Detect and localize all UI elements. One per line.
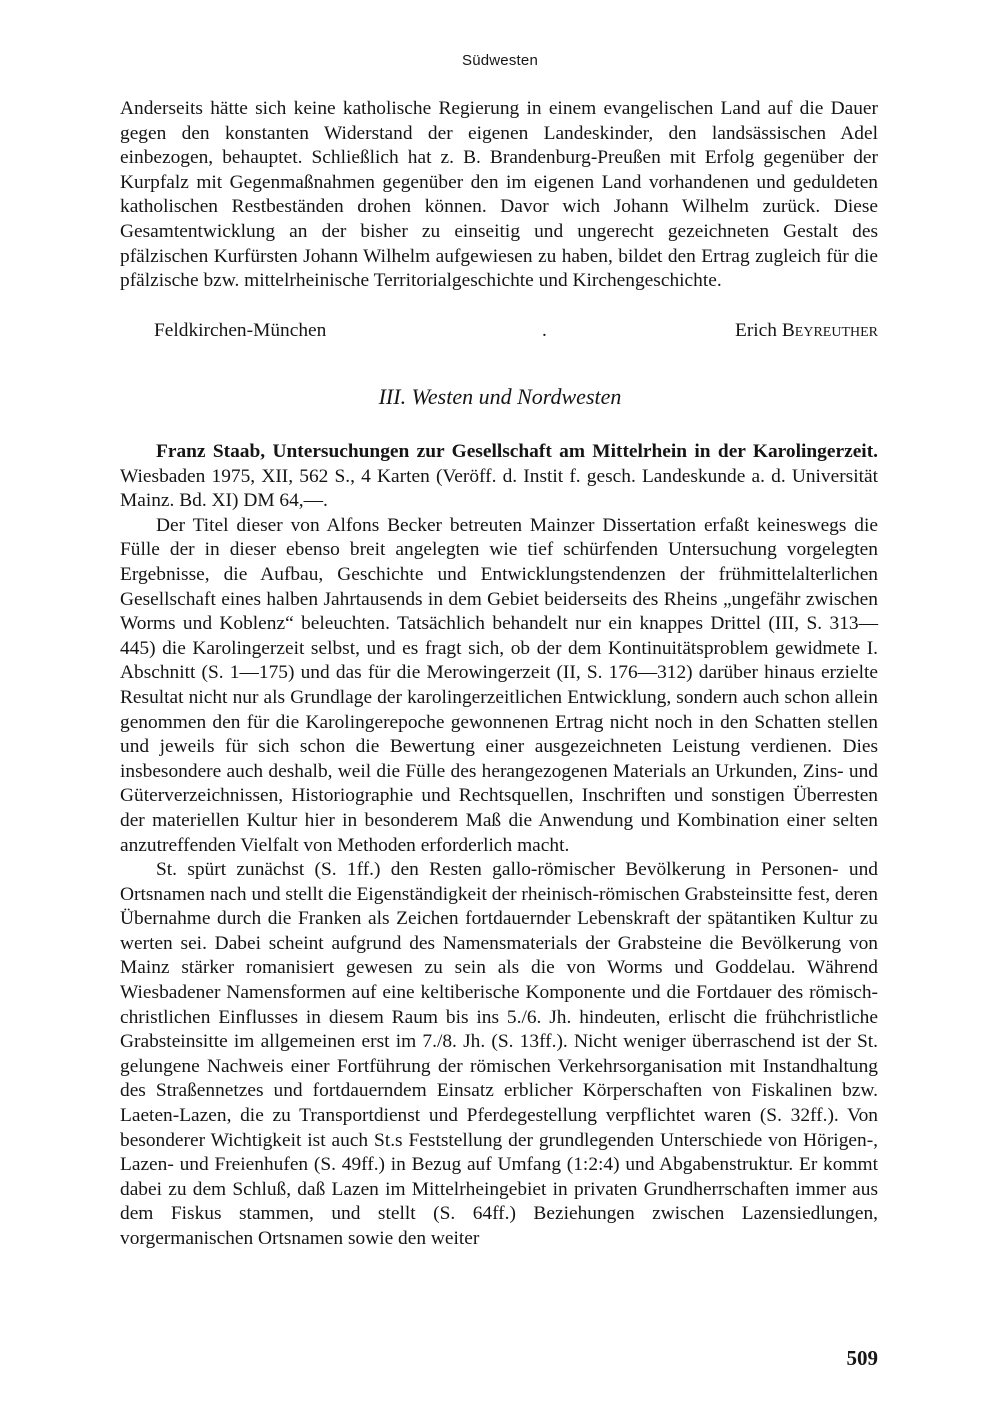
review-body	[120, 440, 878, 1252]
review-paragraph-2: St. spürt zunächst (S. 1ff.) den Resten gallo-römischer Bevölkerung in Personen- und Ortsnamen nach und stellt die Eigenständigkeit der rheinisch-römischen Grabsteinsitte fest, deren Übernahme durch die Franken als Zeichen fortdauernder Lebenskraft der spätantiken Kultur zu werten sei. Dabei scheint aufgrund des Namensmaterials der Grabsteine die Bevölkerung von Mainz stärker romanisiert gewesen zu sein als die von Worms und Goddelau. Während Wiesbadener Namensformen auf eine keltiberische Komponente und die Fortdauer des römisch-christlichen Einflusses in diesem Raum bis ins 5./6. Jh. hindeuten, erlischt die frühchristliche Grabsteinsitte im allgemeinen erst im 7./8. Jh. (S. 13ff.). Nicht weniger überraschend ist der St. gelungene Nachweis einer Fortführung der römischen Verkehrsorganisation mit Instandhaltung des Straßennetzes und fortdauerndem Einsatz erblicher Körperschaften von Fiskalinen bzw. Laeten-Lazen, die zu Transportdienst und Pferdegestellung verpflichtet waren (S. 32ff.). Von besonderer Wichtigkeit ist auch St.s Feststellung der grundlegenden Unterschiede von Hörigen-, Lazen- und Freienhufen (S. 49ff.) in Bezug auf Umfang (1:2:4) und Abgabenstruktur. Er kommt dabei zu dem Schluß, daß Lazen im Mittelrheingebiet in privaten Grundherrschaften immer aus dem Fiskus stammen, und stellt (S. 64ff.) Beziehungen zwischen Lazensiedlungen, vorgermanischen Ortsnamen sowie den weiter	[120, 859, 878, 1249]
author-last-name: Beyreuther	[781, 320, 878, 341]
review-signature	[120, 320, 878, 346]
previous-review-ending	[120, 97, 878, 294]
book-details: Wiesbaden 1975, XII, 562 S., 4 Karten (Veröff. d. Instit f. gesch. Landeskunde a. d. Universität Mainz. Bd. XI) DM 64,—.	[120, 465, 878, 512]
review-paragraph-1: Der Titel dieser von Alfons Becker betreuten Mainzer Dissertation erfaßt keineswegs die Fülle der in dieser ebenso breit angelegten wie tief schürfenden Untersuchung vorgelegten Ergebnisse, die Aufbau, Geschichte und Entwicklungstendenzen der frühmittelalterlichen Gesellschaft eines halben Jahrtausends in dem Gebiet beiderseits des Rheins „ungefähr zwischen Worms und Koblenz“ beleuchten. Tatsächlich behandelt nur ein knappes Drittel (III, S. 313—445) die Karolingerzeit selbst, und es fragt sich, ob der dem Kontinuitätsproblem gewidmete I. Abschnitt (S. 1—175) und das für die Merowingerzeit (II, S. 176—312) darüber hinaus erzielte Resultat nicht nur als Grundlage der karolingerzeitlichen Entwicklung, sondern auch schon allein genommen den für die Karolingerepoche gewonnenen Ertrag nicht noch in den Schatten stellen und jeweils für sich schon die Bewertung einer ausgezeichneten Leistung verdienen. Dies insbesondere auch deshalb, weil die Fülle des herangezogenen Materials an Urkunden, Zins- und Güterverzeichnissen, Historiographie und Rechtsquellen, Inschriften und sonstigen Überresten der materiellen Kultur hier in besonderem Maß die Anwendung und Kombination einer selten anzutreffenden Vielfalt von Methoden erforderlich macht.	[120, 514, 878, 856]
running-head: Südwesten	[461, 52, 539, 69]
signature-author	[735, 320, 878, 342]
book-title: Franz Staab, Untersuchungen zur Gesellschaft am Mittelrhein in der Karolingerzeit.	[156, 441, 878, 462]
bibliographic-entry	[120, 440, 878, 514]
page-number: 509	[846, 1346, 878, 1370]
signature-dot: .	[542, 320, 547, 341]
author-first-name: Erich	[734, 320, 777, 341]
section-heading: III. Westen und Nordwesten	[378, 384, 622, 409]
previous-review-paragraph: Anderseits hätte sich keine katholische Regierung in einem evangelischen Land auf die Dauer gegen den konstanten Widerstand der eigenen Landeskinder, den landsässischen Adel einbezogen, behauptet. Schließlich hat z. B. Brandenburg-Preußen mit Erfolg gegenüber der Kurpfalz mit Gegenmaßnahmen gegenüber den im eigenen Land vorhandenen und geduldeten katholischen Restbeständen drohen können. Davor wich Johann Wilhelm zurück. Diese Gesamtentwicklung an der bisher zu einseitig und ungerecht gezeichneten Gestalt des pfälzischen Kurfürsten Johann Wilhelm aufgewiesen zu haben, bildet den Ertrag zugleich für die pfälzische bzw. mittelrheinische Territorialgeschichte und Kirchengeschichte.	[120, 98, 878, 292]
signature-place: Feldkirchen-München	[154, 320, 327, 341]
